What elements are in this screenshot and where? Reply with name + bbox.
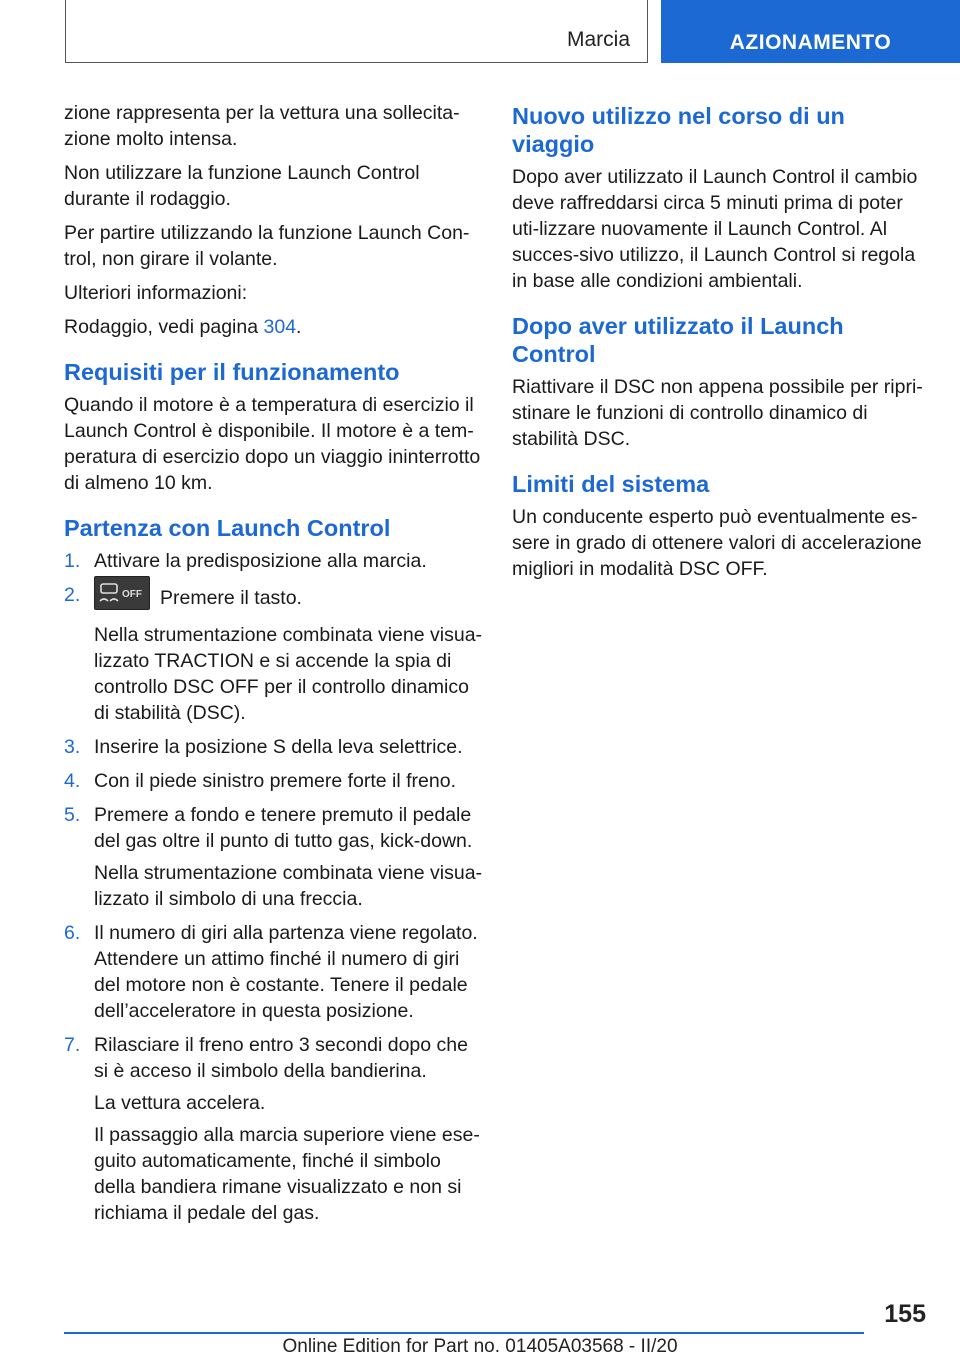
list-item: [64, 582, 484, 726]
heading-partenza: Partenza con Launch Control: [64, 515, 391, 541]
paragraph: zione rappresenta per la vettura una sollecita-zione molto intensa.: [64, 102, 460, 150]
step-subtext: Nella strumentazione combinata viene visua-lizzato il simbolo di una freccia.: [94, 862, 483, 910]
step-text: Attivare la predisposizione alla marcia.: [94, 550, 427, 572]
list-item: [64, 802, 484, 912]
heading-dopo-utilizzo: Dopo aver utilizzato il Launch Control: [512, 313, 844, 367]
edition-footer: Online Edition for Part no. 01405A03568 - II/20: [282, 1336, 678, 1357]
heading-limiti: Limiti del sistema: [512, 471, 710, 497]
step-number: 1.: [64, 550, 81, 572]
step-text: Rilasciare il freno entro 3 secondi dopo che si è acceso il simbolo della bandierina.: [94, 1034, 468, 1082]
paragraph: Ulteriori informazioni:: [64, 282, 248, 304]
paragraph: Non utilizzare la funzione Launch Control durante il rodaggio.: [64, 162, 420, 210]
header-box: [65, 0, 648, 63]
right-column: [512, 100, 930, 590]
dsc-off-button-icon: [94, 576, 150, 610]
heading-requisiti: Requisiti per il funzionamento: [64, 359, 400, 385]
step-text: Premere a fondo e tenere premuto il pedale del gas oltre il punto di tutto gas, kick-down.: [94, 804, 473, 852]
cross-reference: Rodaggio, vedi pagina 304.: [64, 316, 302, 338]
step-number: 4.: [64, 770, 81, 792]
page-number: 155: [884, 1300, 926, 1328]
step-subtext: La vettura accelera.: [94, 1092, 266, 1114]
paragraph: Un conducente esperto può eventualmente es-sere in grado di ottenere valori di accelerazione migliori in modalità DSC OFF.: [512, 506, 922, 580]
list-item: [64, 734, 484, 760]
step-number: 3.: [64, 736, 81, 758]
step-number: 6.: [64, 922, 81, 944]
left-column: [64, 100, 484, 1234]
section-title: Marcia: [566, 28, 630, 51]
step-number: 5.: [64, 804, 81, 826]
step-text: Inserire la posizione S della leva selettrice.: [94, 736, 463, 758]
step-number: 2.: [64, 584, 81, 606]
paragraph: Dopo aver utilizzato il Launch Control il cambio deve raffreddarsi circa 5 minuti prima di poter uti-lizzare nuovamente il Launch Control. Al succes-sivo utilizzo, il Launch Control si regola in base alle condizioni ambientali.: [512, 166, 918, 292]
svg-text:OFF: OFF: [122, 589, 142, 600]
list-item: [64, 768, 484, 794]
paragraph: Riattivare il DSC non appena possibile per ripri-stinare le funzioni di controllo dinamico di stabilità DSC.: [512, 376, 923, 450]
step-text: Con il piede sinistro premere forte il freno.: [94, 770, 456, 792]
step-text: Il numero di giri alla partenza viene regolato. Attendere un attimo finché il numero di giri del motore non è costante. Tenere il pedale dell’acceleratore in questa posizione.: [94, 922, 478, 1022]
steps-list: [64, 548, 484, 1226]
paragraph: Per partire utilizzando la funzione Launch Con-trol, non girare il volante.: [64, 222, 470, 270]
list-item: [64, 920, 484, 1024]
footer-divider: [64, 1332, 864, 1334]
page-link-304[interactable]: 304: [263, 316, 297, 338]
list-item: [64, 1032, 484, 1226]
list-item: [64, 548, 484, 574]
step-subtext: Nella strumentazione combinata viene visua-lizzato TRACTION e si accende la spia di controllo DSC OFF per il controllo dinamico di stabilità (DSC).: [94, 624, 483, 724]
step-number: 7.: [64, 1034, 81, 1056]
paragraph: Quando il motore è a temperatura di esercizio il Launch Control è disponibile. Il motore è a tem-peratura di esercizio dopo un viaggio ininterrotto di almeno 10 km.: [64, 394, 481, 494]
step-subtext: Il passaggio alla marcia superiore viene ese-guito automaticamente, finché il simbolo della bandiera rimane visualizzato e non si richiama il pedale del gas.: [94, 1124, 480, 1224]
chapter-tab[interactable]: AZIONAMENTO: [661, 0, 960, 63]
step-text: OFF Premere il tasto.: [94, 582, 484, 616]
heading-nuovo-utilizzo: Nuovo utilizzo nel corso di un viaggio: [512, 103, 845, 157]
